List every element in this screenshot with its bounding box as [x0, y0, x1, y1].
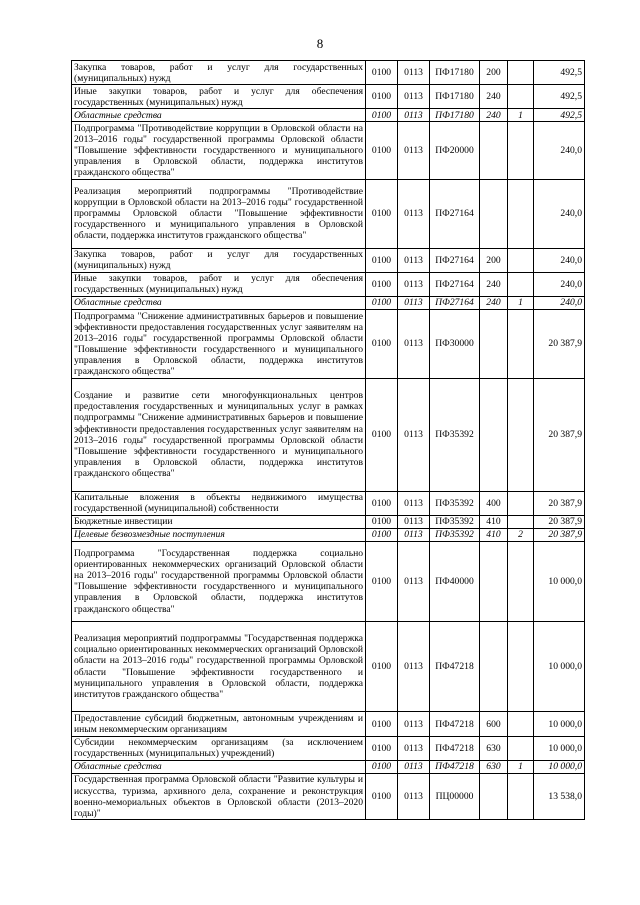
row-funding-source-code [508, 621, 534, 712]
row-expense-type-code [480, 773, 508, 819]
row-target-article-code: ПФ35392 [430, 515, 480, 528]
row-section-code: 0100 [366, 272, 398, 296]
row-description: Подпрограмма "Снижение административных барьеров и повышение эффективности предоставления государственных услуг заявителям на 2013–2016 годы" государственной программы Орловской области "Повышение эффективности государственного и муниципального управления в Орловской области, поддержка институтов гражданского общества" [72, 310, 366, 379]
row-expense-type-code [480, 179, 508, 248]
row-target-article-code: ПЦ00000 [430, 773, 480, 819]
row-section-code: 0100 [366, 378, 398, 491]
table-row [72, 515, 585, 528]
table-row [72, 272, 585, 296]
row-subsection-code: 0113 [398, 773, 430, 819]
table-row [72, 296, 585, 309]
budget-table [71, 60, 585, 820]
row-subsection-code: 0113 [398, 491, 430, 515]
row-description: Реализация мероприятий подпрограммы "Государственная поддержка социально ориентированных некоммерческих организаций Орловской области на 2013–2016 годы" государственной программы Орловской области "Повышение эффективности государственного и муниципального управления в Орловской области, поддержка институтов гражданского общества" [72, 621, 366, 712]
row-section-code: 0100 [366, 736, 398, 760]
row-amount: 240,0 [534, 248, 585, 272]
row-funding-source-code [508, 736, 534, 760]
table-row [72, 712, 585, 736]
table-row [72, 122, 585, 180]
row-expense-type-code: 410 [480, 515, 508, 528]
row-amount: 492,5 [534, 61, 585, 85]
row-amount: 20 387,9 [534, 378, 585, 491]
row-description: Подпрограмма "Государственная поддержка социально ориентированных некоммерческих организаций Орловской области на 2013–2016 годы" государственной программы Орловской области "Повышение эффективности государственного и муниципального управления в Орловской области, поддержка институтов гражданского общества" [72, 542, 366, 622]
row-expense-type-code: 200 [480, 248, 508, 272]
row-description: Предоставление субсидий бюджетным, автономным учреждениям и иным некоммерческим организациям [72, 712, 366, 736]
row-section-code: 0100 [366, 85, 398, 109]
row-funding-source-code [508, 61, 534, 85]
row-section-code: 0100 [366, 542, 398, 622]
row-description: Областные средства [72, 760, 366, 773]
row-expense-type-code: 240 [480, 296, 508, 309]
table-row [72, 109, 585, 122]
row-subsection-code: 0113 [398, 378, 430, 491]
row-amount: 10 000,0 [534, 621, 585, 712]
row-amount: 20 387,9 [534, 528, 585, 541]
row-target-article-code: ПФ35392 [430, 491, 480, 515]
row-section-code: 0100 [366, 773, 398, 819]
row-expense-type-code: 200 [480, 61, 508, 85]
row-target-article-code: ПФ17180 [430, 61, 480, 85]
row-amount: 492,5 [534, 85, 585, 109]
row-target-article-code: ПФ27164 [430, 296, 480, 309]
row-funding-source-code [508, 712, 534, 736]
row-description: Реализация мероприятий подпрограммы "Противодействие коррупции в Орловской области на 2013–2016 годы" государственной программы Орловской области "Повышение эффективности государственного и муниципального управления в Орловской области, поддержка институтов гражданского общества" [72, 179, 366, 248]
row-subsection-code: 0113 [398, 179, 430, 248]
row-subsection-code: 0113 [398, 621, 430, 712]
table-row [72, 760, 585, 773]
row-amount: 10 000,0 [534, 736, 585, 760]
row-section-code: 0100 [366, 61, 398, 85]
row-subsection-code: 0113 [398, 542, 430, 622]
row-description: Подпрограмма "Противодействие коррупции в Орловской области на 2013–2016 годы" государственной программы Орловской области "Повышение эффективности государственного и муниципального управления в Орловской области, поддержка институтов гражданского общества" [72, 122, 366, 180]
row-subsection-code: 0113 [398, 712, 430, 736]
row-funding-source-code [508, 310, 534, 379]
row-description: Создание и развитие сети многофункциональных центров предоставления государственных и муниципальных услуг в рамках подпрограммы "Снижение административных барьеров и повышение эффективности предоставления государственных услуг заявителям на 2013–2016 годы" государственной программы Орловской области "Повышение эффективности государственного и муниципального управления в Орловской области, поддержка институтов гражданского общества" [72, 378, 366, 491]
table-row [72, 542, 585, 622]
table-row [72, 491, 585, 515]
row-amount: 20 387,9 [534, 491, 585, 515]
row-funding-source-code [508, 515, 534, 528]
row-subsection-code: 0113 [398, 760, 430, 773]
row-section-code: 0100 [366, 712, 398, 736]
row-expense-type-code [480, 542, 508, 622]
row-expense-type-code: 240 [480, 109, 508, 122]
row-amount: 20 387,9 [534, 310, 585, 379]
page-number: 8 [316, 36, 324, 51]
row-subsection-code: 0113 [398, 296, 430, 309]
row-target-article-code: ПФ47218 [430, 736, 480, 760]
row-description: Закупка товаров, работ и услуг для государственных (муниципальных) нужд [72, 248, 366, 272]
row-expense-type-code: 630 [480, 760, 508, 773]
row-description: Субсидии некоммерческим организациям (за исключением государственных (муниципальных) учреждений) [72, 736, 366, 760]
row-amount: 240,0 [534, 296, 585, 309]
row-subsection-code: 0113 [398, 272, 430, 296]
row-amount: 20 387,9 [534, 515, 585, 528]
row-target-article-code: ПФ17180 [430, 85, 480, 109]
row-target-article-code: ПФ47218 [430, 712, 480, 736]
table-row [72, 528, 585, 541]
row-funding-source-code [508, 272, 534, 296]
row-subsection-code: 0113 [398, 122, 430, 180]
row-target-article-code: ПФ40000 [430, 542, 480, 622]
row-subsection-code: 0113 [398, 736, 430, 760]
row-funding-source-code: 1 [508, 109, 534, 122]
row-amount: 10 000,0 [534, 712, 585, 736]
row-section-code: 0100 [366, 109, 398, 122]
row-amount: 13 538,0 [534, 773, 585, 819]
row-expense-type-code: 400 [480, 491, 508, 515]
row-expense-type-code [480, 621, 508, 712]
row-section-code: 0100 [366, 310, 398, 379]
row-section-code: 0100 [366, 760, 398, 773]
table-row [72, 621, 585, 712]
row-funding-source-code [508, 179, 534, 248]
row-target-article-code: ПФ35392 [430, 378, 480, 491]
row-target-article-code: ПФ47218 [430, 621, 480, 712]
row-amount: 240,0 [534, 272, 585, 296]
row-funding-source-code: 1 [508, 296, 534, 309]
row-target-article-code: ПФ30000 [430, 310, 480, 379]
row-section-code: 0100 [366, 491, 398, 515]
row-funding-source-code: 1 [508, 760, 534, 773]
table-row [72, 310, 585, 379]
row-description: Государственная программа Орловской области "Развитие культуры и искусства, туризма, архивного дела, сохранение и реконструкция военно-мемориальных объектов в Орловской области (2013–2020 годы)" [72, 773, 366, 819]
row-expense-type-code [480, 378, 508, 491]
row-funding-source-code [508, 542, 534, 622]
row-funding-source-code [508, 491, 534, 515]
row-funding-source-code: 2 [508, 528, 534, 541]
row-section-code: 0100 [366, 515, 398, 528]
row-description: Иные закупки товаров, работ и услуг для обеспечения государственных (муниципальных) нужд [72, 85, 366, 109]
row-funding-source-code [508, 122, 534, 180]
row-section-code: 0100 [366, 122, 398, 180]
row-subsection-code: 0113 [398, 61, 430, 85]
row-expense-type-code [480, 122, 508, 180]
row-expense-type-code: 410 [480, 528, 508, 541]
row-subsection-code: 0113 [398, 109, 430, 122]
row-target-article-code: ПФ47218 [430, 760, 480, 773]
budget-table-body [72, 61, 585, 820]
row-section-code: 0100 [366, 179, 398, 248]
row-amount: 240,0 [534, 179, 585, 248]
table-row [72, 378, 585, 491]
row-amount: 10 000,0 [534, 542, 585, 622]
row-section-code: 0100 [366, 296, 398, 309]
row-target-article-code: ПФ20000 [430, 122, 480, 180]
table-row [72, 248, 585, 272]
row-section-code: 0100 [366, 621, 398, 712]
row-description: Бюджетные инвестиции [72, 515, 366, 528]
row-expense-type-code: 240 [480, 272, 508, 296]
row-section-code: 0100 [366, 528, 398, 541]
row-amount: 240,0 [534, 122, 585, 180]
row-description: Капитальные вложения в объекты недвижимого имущества государственной (муниципальной) собственности [72, 491, 366, 515]
row-target-article-code: ПФ17180 [430, 109, 480, 122]
table-row [72, 85, 585, 109]
row-subsection-code: 0113 [398, 310, 430, 379]
table-row [72, 773, 585, 819]
row-funding-source-code [508, 773, 534, 819]
row-section-code: 0100 [366, 248, 398, 272]
row-target-article-code: ПФ35392 [430, 528, 480, 541]
row-description: Целевые безвозмездные поступления [72, 528, 366, 541]
row-amount: 10 000,0 [534, 760, 585, 773]
row-description: Областные средства [72, 296, 366, 309]
row-funding-source-code [508, 378, 534, 491]
row-subsection-code: 0113 [398, 248, 430, 272]
row-expense-type-code [480, 310, 508, 379]
row-funding-source-code [508, 85, 534, 109]
row-description: Областные средства [72, 109, 366, 122]
row-expense-type-code: 630 [480, 736, 508, 760]
table-row [72, 736, 585, 760]
row-subsection-code: 0113 [398, 515, 430, 528]
row-target-article-code: ПФ27164 [430, 248, 480, 272]
table-row [72, 61, 585, 85]
row-description: Закупка товаров, работ и услуг для государственных (муниципальных) нужд [72, 61, 366, 85]
row-expense-type-code: 240 [480, 85, 508, 109]
table-row [72, 179, 585, 248]
row-target-article-code: ПФ27164 [430, 272, 480, 296]
row-expense-type-code: 600 [480, 712, 508, 736]
row-amount: 492,5 [534, 109, 585, 122]
row-subsection-code: 0113 [398, 528, 430, 541]
row-target-article-code: ПФ27164 [430, 179, 480, 248]
row-funding-source-code [508, 248, 534, 272]
row-subsection-code: 0113 [398, 85, 430, 109]
row-description: Иные закупки товаров, работ и услуг для обеспечения государственных (муниципальных) нужд [72, 272, 366, 296]
